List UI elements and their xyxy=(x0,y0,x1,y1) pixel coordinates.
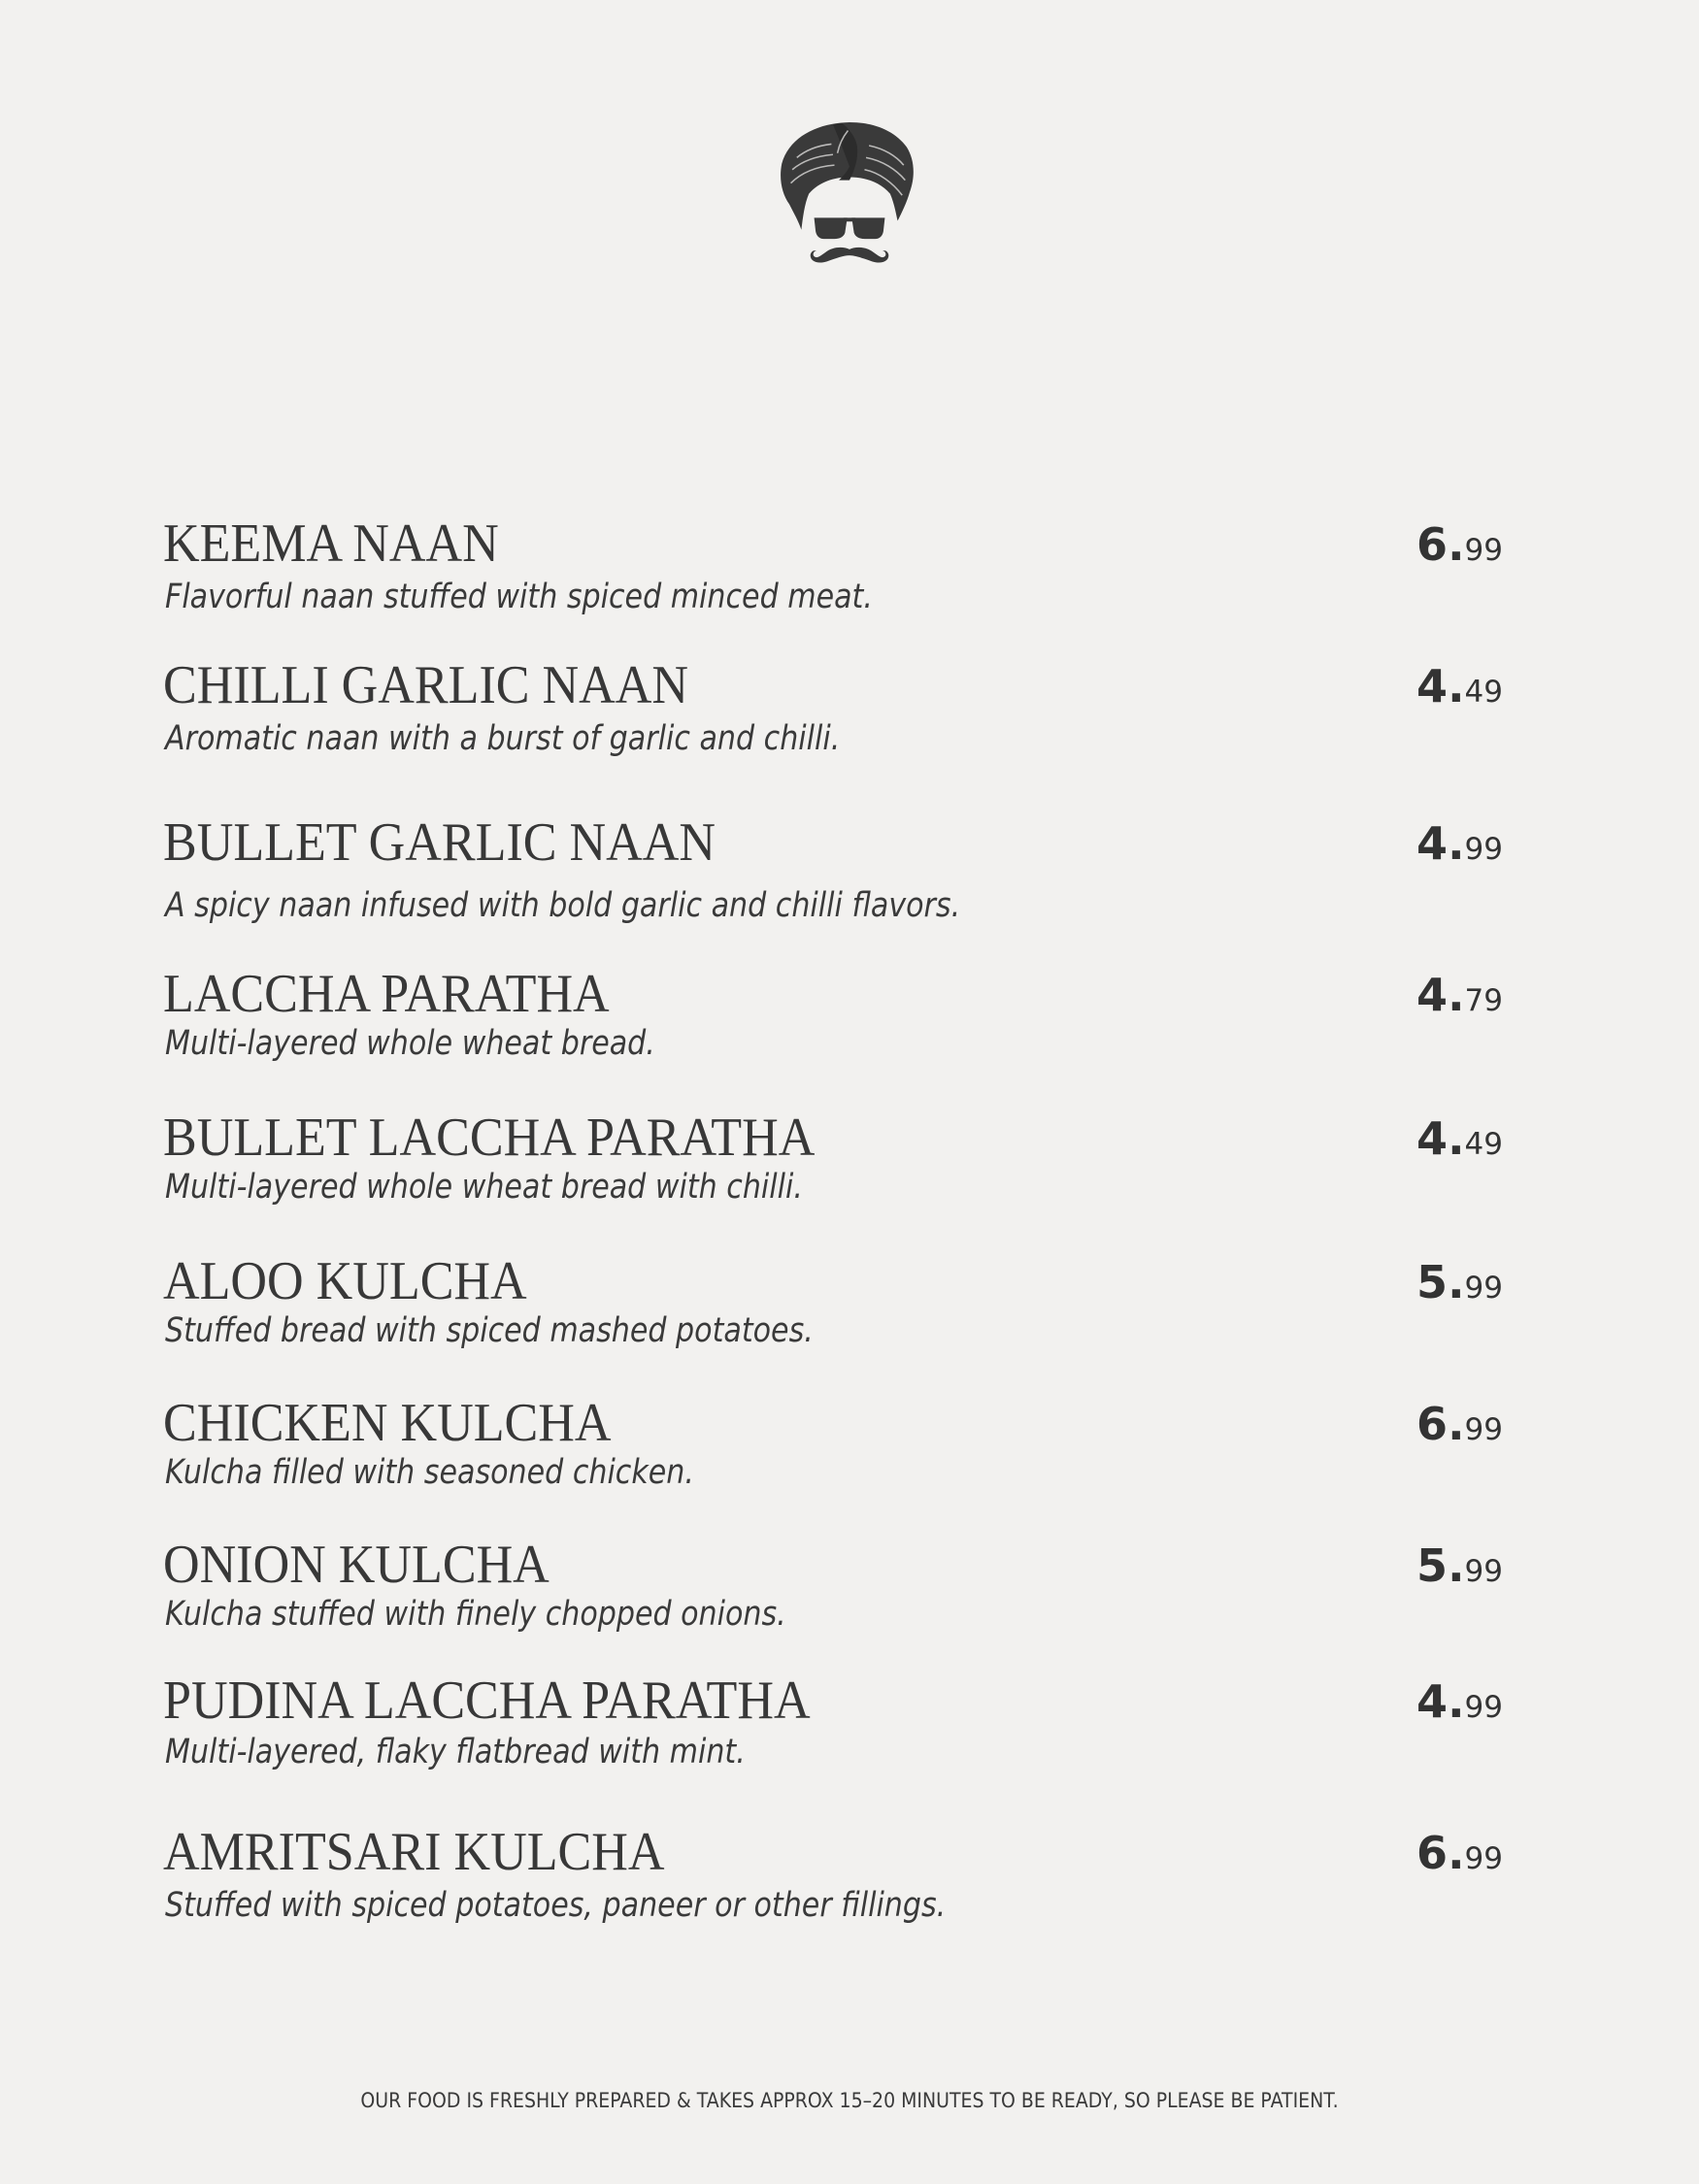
item-description: A spicy naan infused with bold garlic and chilli flavors. xyxy=(165,886,961,925)
item-description: Kulcha filled with seasoned chicken. xyxy=(165,1453,694,1492)
item-description: Stuffed bread with spiced mashed potatoes. xyxy=(165,1311,814,1350)
item-name: ONION KULCHA xyxy=(163,1535,550,1595)
price-whole: 6 xyxy=(1416,1398,1449,1450)
price-whole: 6 xyxy=(1416,518,1449,571)
item-name: ALOO KULCHA xyxy=(163,1251,527,1311)
price-cents: 99 xyxy=(1464,1412,1503,1447)
price-cents: 99 xyxy=(1464,1271,1503,1306)
price-whole: 6 xyxy=(1416,1827,1449,1879)
price-cents: 99 xyxy=(1464,1690,1503,1725)
item-price: 4.49 xyxy=(1416,660,1503,712)
price-cents: 99 xyxy=(1464,832,1503,867)
item-description: Multi-layered whole wheat bread. xyxy=(165,1024,655,1063)
preparation-time-note: OUR FOOD IS FRESHLY PREPARED & TAKES APPROX 15–20 MINUTES TO BE READY, SO PLEASE BE PATIENT. xyxy=(360,2089,1339,2112)
price-cents: 99 xyxy=(1464,533,1503,568)
price-whole: 4 xyxy=(1416,817,1449,870)
item-description: Multi-layered, flaky flatbread with mint. xyxy=(165,1733,746,1771)
price-cents: 49 xyxy=(1464,675,1503,710)
price-cents: 49 xyxy=(1464,1127,1503,1162)
item-name: PUDINA LACCHA PARATHA xyxy=(163,1671,811,1731)
item-price: 6.99 xyxy=(1416,1398,1503,1450)
price-cents: 79 xyxy=(1464,983,1503,1018)
item-price: 5.99 xyxy=(1416,1256,1503,1308)
item-description: Stuffed with spiced potatoes, paneer or other fillings. xyxy=(165,1886,947,1925)
item-name: BULLET GARLIC NAAN xyxy=(163,812,716,873)
item-name: LACCHA PARATHA xyxy=(163,964,610,1024)
price-whole: 4 xyxy=(1416,1675,1449,1728)
item-name: CHILLI GARLIC NAAN xyxy=(163,655,688,715)
item-price: 5.99 xyxy=(1416,1539,1503,1592)
item-description: Kulcha stuffed with finely chopped onions. xyxy=(165,1595,786,1634)
item-price: 4.49 xyxy=(1416,1112,1503,1165)
price-whole: 5 xyxy=(1416,1539,1449,1592)
item-name: AMRITSARI KULCHA xyxy=(163,1822,665,1882)
price-whole: 4 xyxy=(1416,969,1449,1021)
turban-sunglasses-mustache-icon xyxy=(759,109,940,289)
item-name: CHICKEN KULCHA xyxy=(163,1393,612,1453)
item-description: Flavorful naan stuffed with spiced minced meat. xyxy=(165,578,873,616)
price-cents: 99 xyxy=(1464,1554,1503,1589)
price-whole: 5 xyxy=(1416,1256,1449,1308)
item-price: 4.79 xyxy=(1416,969,1503,1021)
item-price: 4.99 xyxy=(1416,1675,1503,1728)
item-price: 4.99 xyxy=(1416,817,1503,870)
item-description: Aromatic naan with a burst of garlic and chilli. xyxy=(165,719,841,758)
restaurant-logo xyxy=(759,109,940,289)
item-description: Multi-layered whole wheat bread with chilli. xyxy=(165,1168,803,1207)
item-name: BULLET LACCHA PARATHA xyxy=(163,1108,816,1168)
item-price: 6.99 xyxy=(1416,1827,1503,1879)
price-whole: 4 xyxy=(1416,660,1449,712)
item-price: 6.99 xyxy=(1416,518,1503,571)
price-cents: 99 xyxy=(1464,1841,1503,1876)
item-name: KEEMA NAAN xyxy=(163,513,499,574)
price-whole: 4 xyxy=(1416,1112,1449,1165)
